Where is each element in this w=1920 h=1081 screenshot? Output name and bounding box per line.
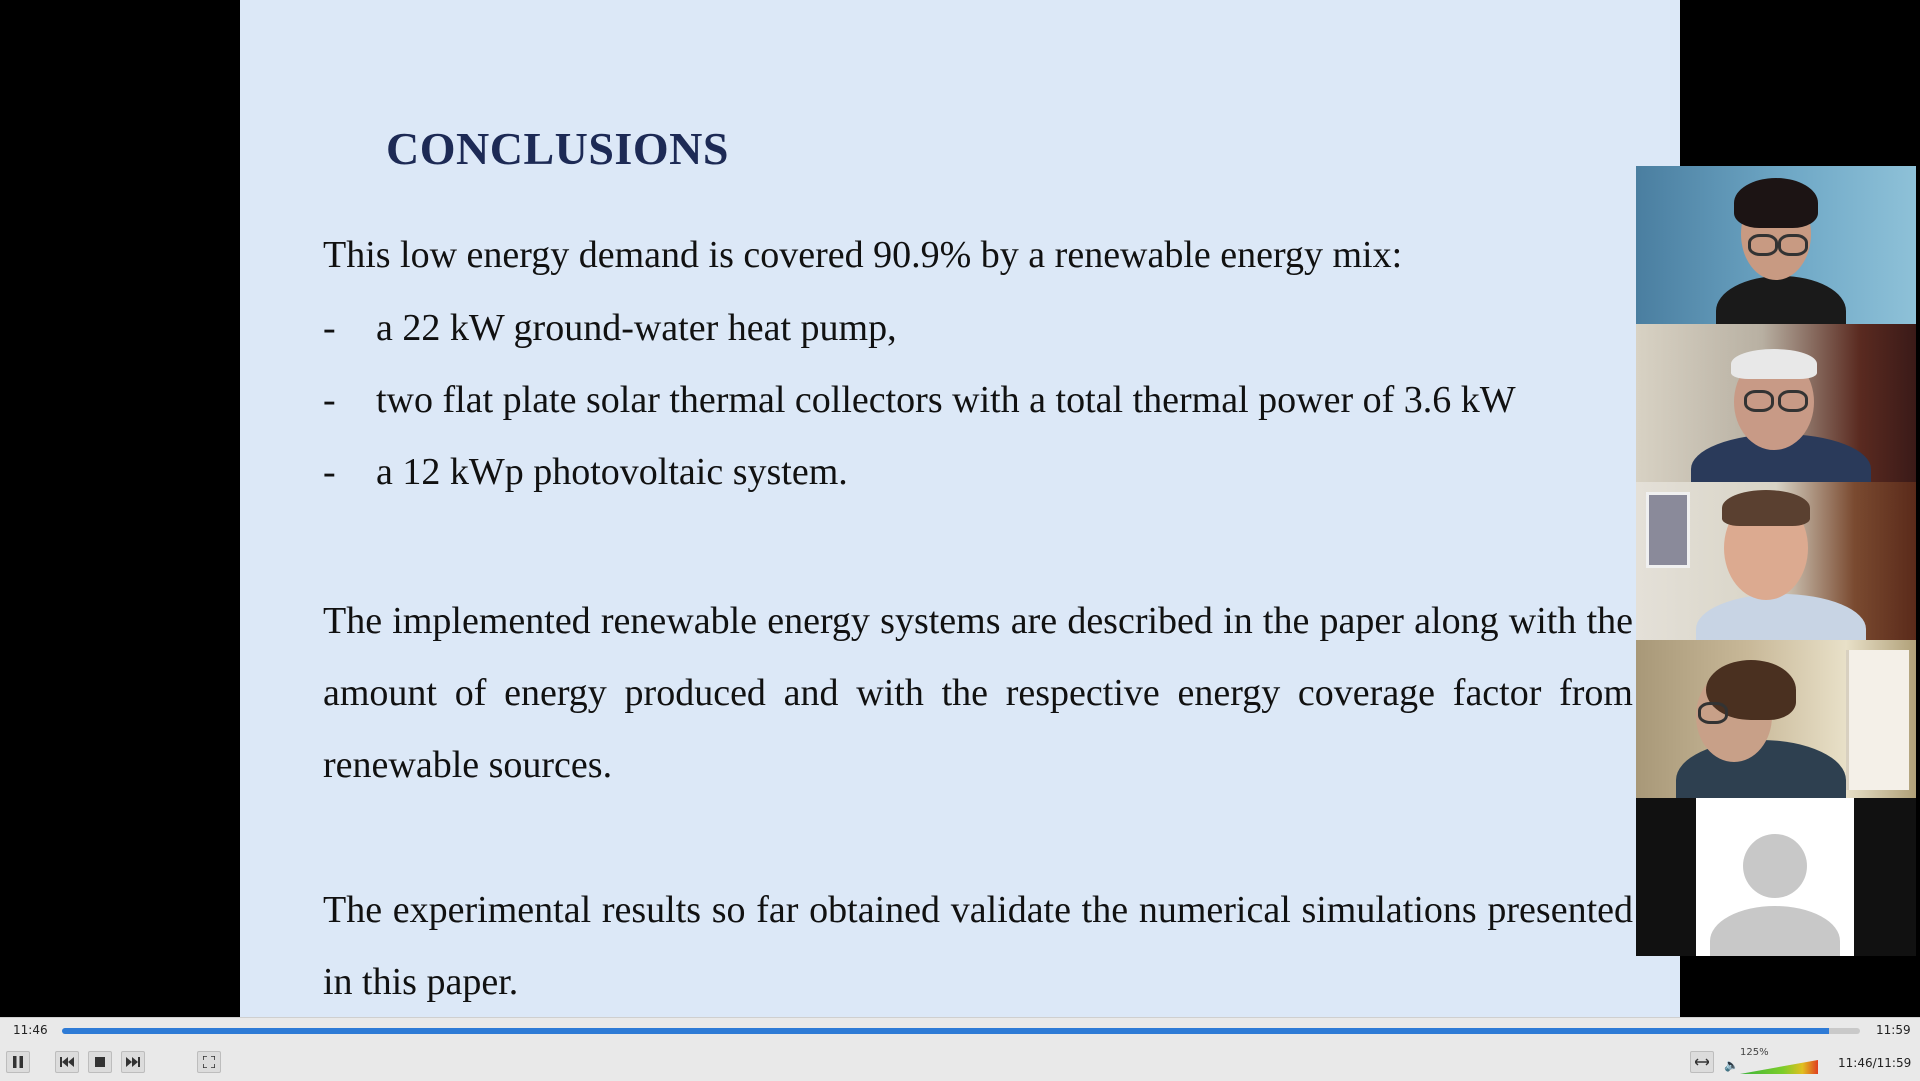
time-elapsed: 11:46 bbox=[13, 1023, 48, 1037]
bullet-marker: - bbox=[323, 307, 336, 349]
speaker-icon: 🔈 bbox=[1724, 1058, 1739, 1072]
previous-button[interactable] bbox=[55, 1051, 79, 1073]
bullet-item bbox=[323, 305, 1516, 377]
slide-paragraph-systems: The implemented renewable energy systems are described in the paper along with the amount of energy produced and with the respective energy coverage factor from renewable sources. bbox=[323, 600, 1633, 786]
participant-video-tile[interactable] bbox=[1636, 166, 1916, 324]
presentation-slide bbox=[240, 0, 1680, 1017]
skip-next-icon bbox=[126, 1057, 140, 1067]
skip-previous-icon bbox=[60, 1057, 74, 1067]
glasses-icon bbox=[1778, 390, 1808, 412]
stop-icon bbox=[95, 1057, 105, 1067]
bullet-marker: - bbox=[323, 379, 336, 421]
player-controls bbox=[0, 1017, 1920, 1081]
glasses-icon bbox=[1698, 702, 1728, 724]
shelf bbox=[1846, 650, 1909, 790]
participant-avatar-tile[interactable] bbox=[1636, 798, 1916, 956]
participant-hair bbox=[1722, 490, 1810, 526]
participant-gallery bbox=[1636, 166, 1916, 956]
participant-body bbox=[1696, 594, 1866, 640]
participant-video-tile[interactable] bbox=[1636, 482, 1916, 640]
slide-intro-line: This low energy demand is covered 90.9% by a renewable energy mix: bbox=[323, 234, 1403, 276]
stop-button[interactable] bbox=[88, 1051, 112, 1073]
time-total: 11:59 bbox=[1876, 1023, 1911, 1037]
avatar-body-icon bbox=[1710, 906, 1840, 956]
pause-button[interactable] bbox=[6, 1051, 30, 1073]
glasses-icon bbox=[1778, 234, 1808, 256]
slide-bullet-list bbox=[323, 305, 1516, 521]
glasses-icon bbox=[1744, 390, 1774, 412]
bullet-item bbox=[323, 449, 1516, 521]
participant-body bbox=[1676, 740, 1846, 798]
time-readout: 11:46/11:59 bbox=[1838, 1056, 1912, 1070]
bullet-text: a 22 kW ground-water heat pump, bbox=[376, 307, 897, 349]
participant-hair bbox=[1731, 349, 1817, 379]
bullet-text: two flat plate solar thermal collectors with a total thermal power of 3.6 kW bbox=[376, 379, 1516, 421]
volume-slider[interactable] bbox=[1722, 1049, 1822, 1075]
bullet-marker: - bbox=[323, 451, 336, 493]
avatar bbox=[1696, 798, 1854, 956]
avatar-head-icon bbox=[1743, 834, 1807, 898]
slide-title: CONCLUSIONS bbox=[386, 123, 729, 174]
seek-bar[interactable] bbox=[62, 1028, 1860, 1034]
participant-hair bbox=[1734, 178, 1818, 228]
picture-frame bbox=[1646, 492, 1690, 568]
pause-icon bbox=[12, 1056, 24, 1068]
fullscreen-icon bbox=[203, 1056, 215, 1068]
fullscreen-button[interactable] bbox=[197, 1051, 221, 1073]
participant-body bbox=[1716, 276, 1846, 324]
participant-video-tile[interactable] bbox=[1636, 324, 1916, 482]
seek-bar-progress bbox=[62, 1028, 1829, 1034]
participant-video-tile[interactable] bbox=[1636, 640, 1916, 798]
next-button[interactable] bbox=[121, 1051, 145, 1073]
bullet-text: a 12 kWp photovoltaic system. bbox=[376, 451, 848, 493]
slide-paragraph-results: The experimental results so far obtained validate the numerical simulations presented in this paper. bbox=[323, 889, 1633, 1003]
glasses-icon bbox=[1748, 234, 1778, 256]
aspect-ratio-button[interactable] bbox=[1690, 1051, 1714, 1073]
aspect-ratio-icon bbox=[1695, 1058, 1709, 1066]
volume-percent: 125% bbox=[1740, 1047, 1769, 1058]
bullet-item bbox=[323, 377, 1516, 449]
